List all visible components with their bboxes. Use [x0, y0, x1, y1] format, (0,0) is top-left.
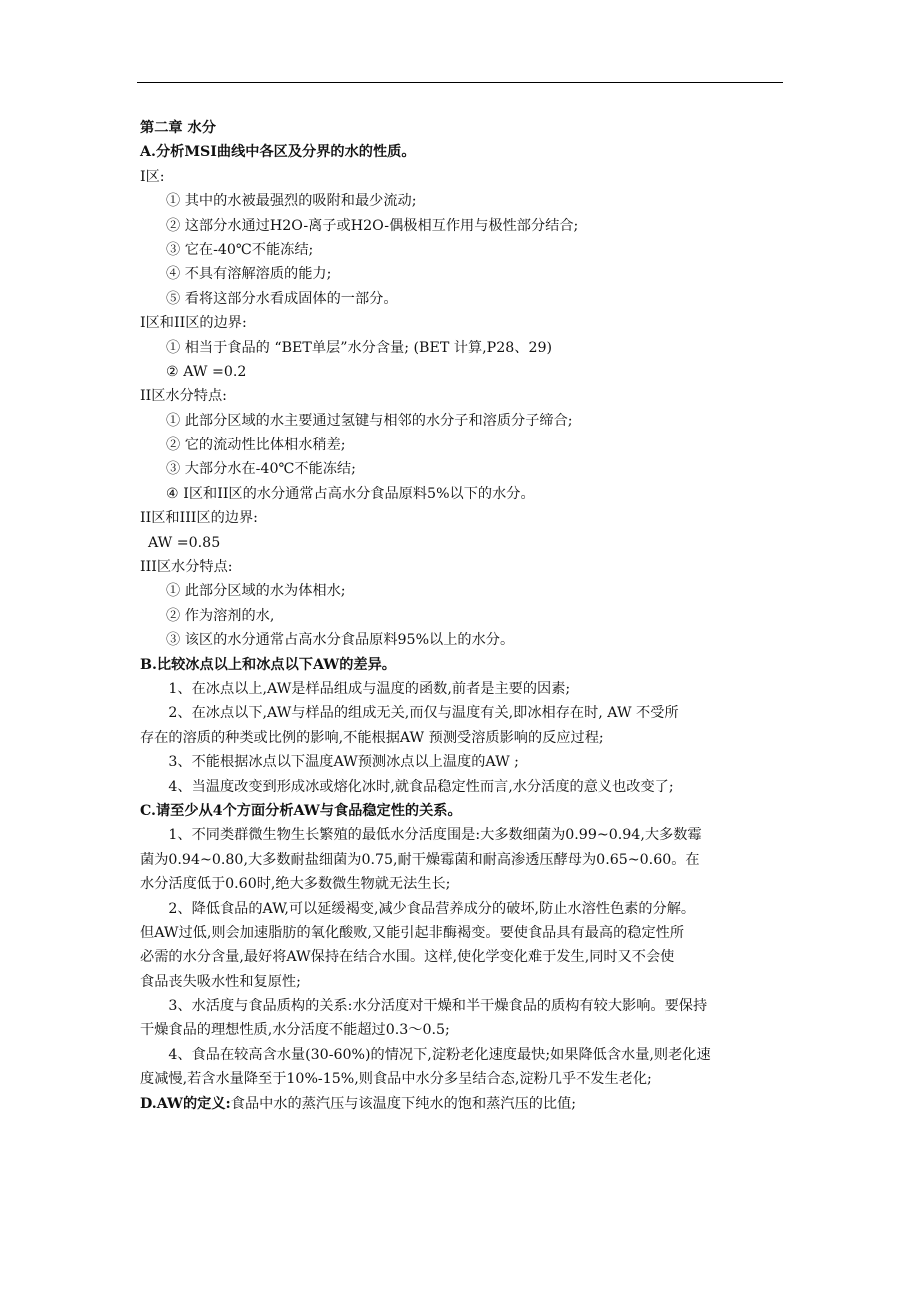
section-c-item: 3、水活度与食品质构的关系:水分活度对干燥和半干燥食品的质构有较大影响。要保持 — [168, 998, 708, 1015]
section-c-item: 1、不同类群微生物生长繁殖的最低水分活度围是:大多数细菌为0.99~0.94,大多数霉 — [168, 827, 702, 844]
section-b-item: 2、在冰点以下,AW与样品的组成无关,而仅与温度有关,即冰相存在时, AW 不受所 — [168, 705, 679, 722]
zone3-item: ② 作为溶剂的水, — [166, 607, 275, 624]
section-c-heading: C.请至少从4个方面分析AW与食品稳定性的关系。 — [140, 802, 462, 819]
section-c-item-cont: 菌为0.94~0.80,大多数耐盐细菌为0.75,耐干燥霉菌和耐高渗透压酵母为0.65~0.60。在 — [140, 851, 700, 868]
section-c-item-cont: 干燥食品的理想性质,水分活度不能超过0.3～0.5; — [140, 1022, 450, 1039]
section-b-item-cont: 存在的溶质的种类或比例的影响,不能根据AW 预测受溶质影响的反应过程; — [140, 729, 604, 746]
zone2-item: ③ 大部分水在-40℃不能冻结; — [166, 461, 356, 478]
section-b-heading: B.比较冰点以上和冰点以下AW的差异。 — [140, 656, 396, 673]
section-c-item-cont: 水分活度低于0.60时,绝大多数微生物就无法生长; — [140, 876, 451, 893]
header-rule — [137, 82, 783, 83]
zone1-item: ② 这部分水通过H2O-离子或H2O-偶极相互作用与极性部分结合; — [166, 217, 579, 234]
zone3-item: ① 此部分区域的水为体相水; — [166, 583, 346, 600]
zone2-label: II区水分特点: — [140, 388, 227, 405]
section-b-item: 1、在冰点以上,AW是样品组成与温度的函数,前者是主要的因素; — [168, 680, 571, 697]
boundary12-item: ② AW =0.2 — [166, 363, 247, 380]
chapter-title: 第二章 水分 — [140, 120, 216, 136]
zone1-label: I区: — [140, 168, 165, 185]
zone1-item: ④ 不具有溶解溶质的能力; — [166, 266, 332, 283]
document-body — [140, 116, 786, 1116]
zone1-item: ① 其中的水被最强烈的吸附和最少流动; — [166, 193, 417, 210]
section-d-text: 食品中水的蒸汽压与该温度下纯水的饱和蒸汽压的比值; — [230, 1095, 577, 1112]
section-d — [140, 1092, 786, 1116]
section-c-item-cont: 但AW过低,则会加速脂肪的氧化酸败,又能引起非酶褐变。要使食品具有最高的稳定性所 — [140, 924, 685, 941]
section-b-item: 4、当温度改变到形成冰或熔化冰时,就食品稳定性而言,水分活度的意义也改变了; — [168, 778, 674, 795]
zone3-label: III区水分特点: — [140, 559, 233, 576]
section-c-item-cont: 度减慢,若含水量降至于10%-15%,则食品中水分多呈结合态,淀粉几乎不发生老化; — [140, 1071, 652, 1088]
zone2-item: ① 此部分区域的水主要通过氢键与相邻的水分子和溶质分子缔合; — [166, 412, 573, 429]
section-b-item: 3、不能根据冰点以下温度AW预测冰点以上温度的AW ; — [168, 754, 519, 771]
zone1-item: ③ 它在-40℃不能冻结; — [166, 241, 314, 258]
section-c-item: 4、食品在较高含水量(30-60%)的情况下,淀粉老化速度最快;如果降低含水量,则老化速 — [168, 1046, 711, 1063]
boundary23-value: AW =0.85 — [148, 534, 221, 551]
boundary23-label: II区和III区的边界: — [140, 510, 258, 527]
section-d-heading: D.AW的定义: — [140, 1095, 231, 1112]
section-c-item-cont: 食品丧失吸水性和复原性; — [140, 973, 301, 990]
zone1-item: ⑤ 看将这部分水看成固体的一部分。 — [166, 290, 398, 307]
section-a-heading: A.分析MSI曲线中各区及分界的水的性质。 — [140, 144, 416, 161]
zone2-item: ② 它的流动性比体相水稍差; — [166, 437, 346, 454]
zone2-item: ④ I区和II区的水分通常占高水分食品原料5%以下的水分。 — [166, 485, 535, 502]
zone3-item: ③ 该区的水分通常占高水分食品原料95%以上的水分。 — [166, 632, 515, 649]
boundary12-item: ① 相当于食品的 “BET单层”水分含量; (BET 计算,P28、29) — [166, 339, 553, 356]
section-c-item: 2、降低食品的AW,可以延缓褐变,减少食品营养成分的破坏,防止水溶性色素的分解。 — [168, 900, 696, 917]
section-c-item-cont: 必需的水分含量,最好将AW保持在结合水围。这样,使化学变化难于发生,同时又不会使 — [140, 949, 675, 966]
boundary12-label: I区和II区的边界: — [140, 315, 247, 332]
